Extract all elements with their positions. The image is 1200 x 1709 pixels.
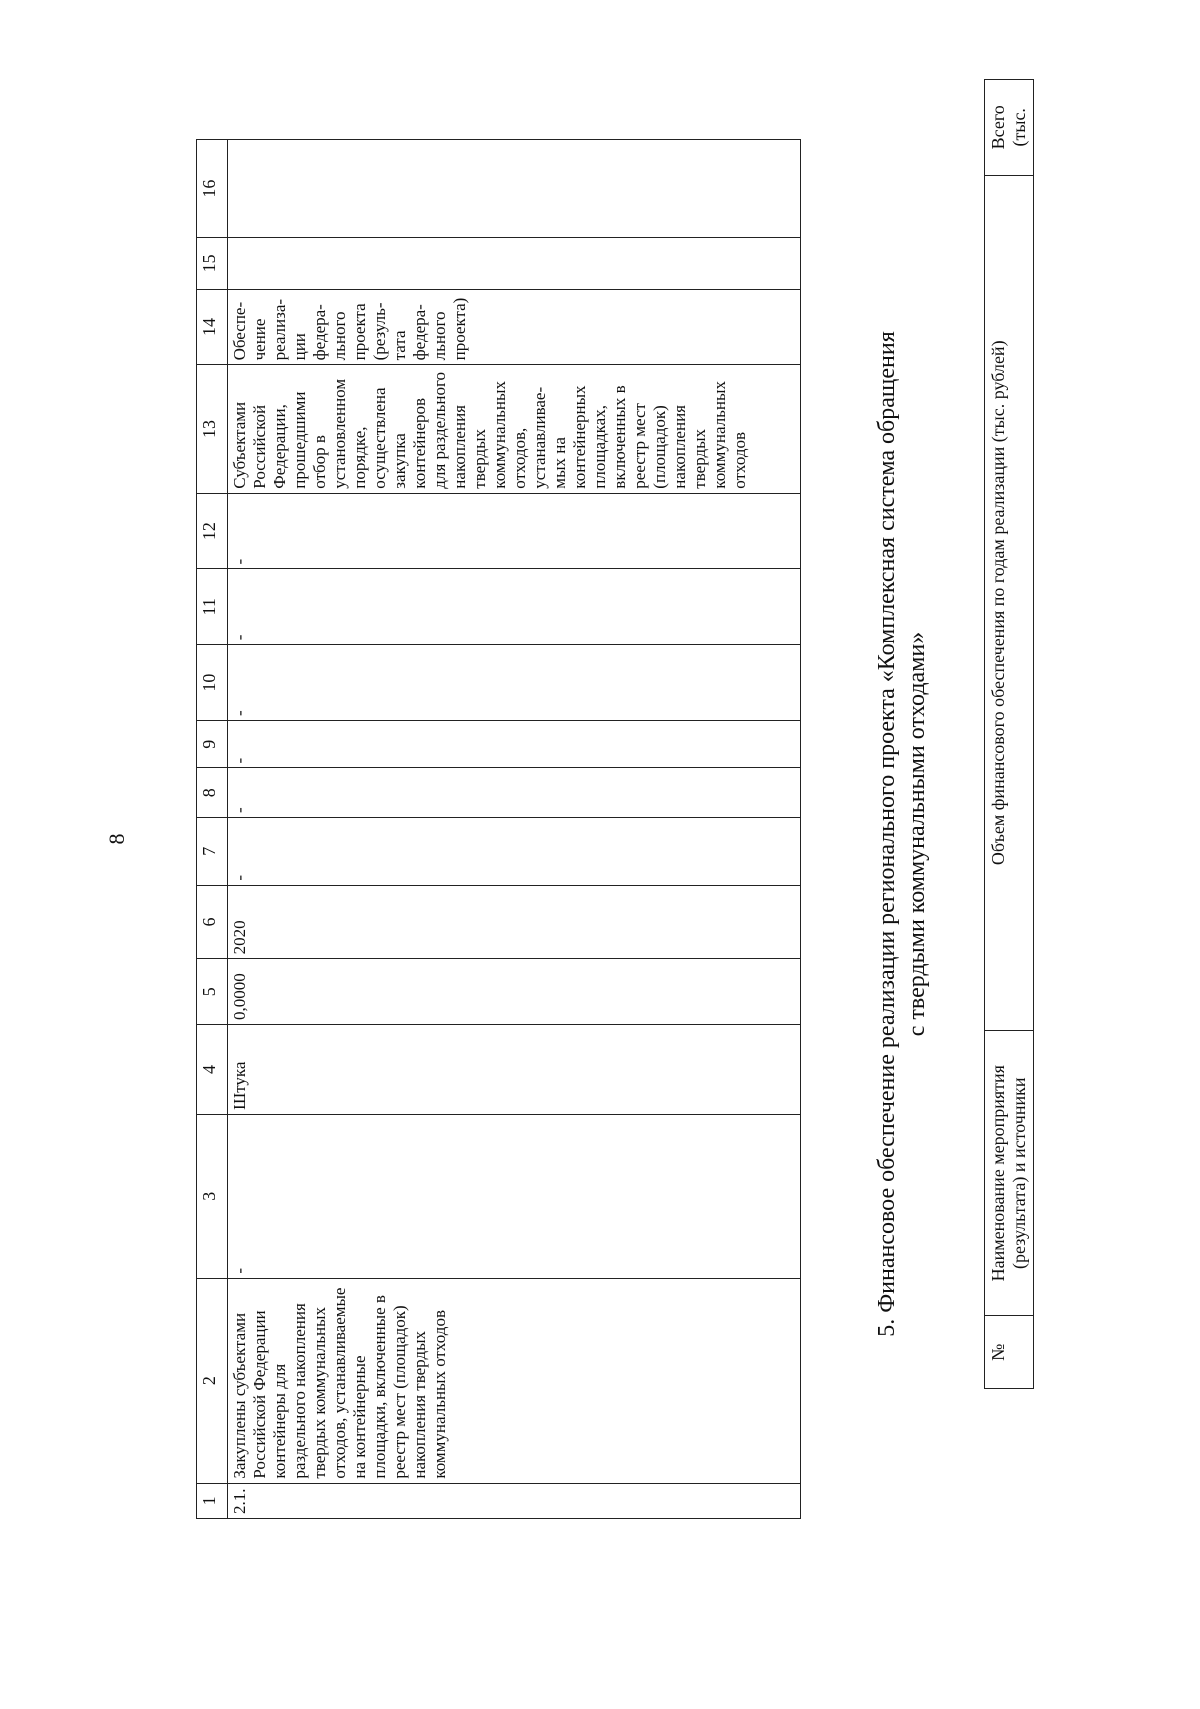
fin-col-total: Всего (тыс. [985, 80, 1034, 176]
table-row [228, 140, 801, 1519]
characteristic-cell: Субъектами Российской Федерации, прошедшими отбор в установленном порядке, осуществлена закупка контейнеров для раздельного накопления твердых коммунальных отходов, устанавливае-мых на контейнерных площадках, включенных в реестр мест (площадок) накопления твердых коммунальных отходов [228, 365, 801, 493]
fin-col-volume: Объем финансового обеспечения по годам реализации (тыс. рублей) [985, 175, 1034, 1030]
result-name: Закуплены субъектами Российской Федерации контейнеры для раздельного накопления твердых коммунальных отходов, устанавливаемые на контейнерные площадки, включенные в реестр мест (площадок) накопления твердых коммунальных отходов [228, 1278, 801, 1483]
cell-c3: - [228, 1114, 801, 1278]
col-header: 10 [197, 645, 228, 721]
col-header: 7 [197, 817, 228, 885]
cell-c16 [228, 140, 801, 238]
page-number: 8 [104, 833, 129, 845]
table-header-row [197, 140, 228, 1519]
col-header: 11 [197, 569, 228, 645]
finance-table [984, 79, 1034, 1389]
year-cell: 2020 [228, 885, 801, 959]
col-header: 15 [197, 238, 228, 290]
cell-c11: - [228, 569, 801, 645]
col-header: 1 [197, 1483, 228, 1518]
section-title-line1: 5. Финансовое обеспечение реализации регионального проекта «Комплексная система обращения [874, 331, 900, 1337]
results-table [196, 139, 801, 1519]
col-header: 16 [197, 140, 228, 238]
col-header: 6 [197, 885, 228, 959]
col-header: 14 [197, 289, 228, 365]
cell-c9: - [228, 720, 801, 767]
col-header: 2 [197, 1278, 228, 1483]
section-title [872, 279, 932, 1389]
fin-col-name: Наименование мероприятия (результата) и источники [985, 1030, 1034, 1316]
col-header: 8 [197, 768, 228, 818]
col-header: 3 [197, 1114, 228, 1278]
finance-header-row [985, 80, 1034, 1389]
cell-c8: - [228, 768, 801, 818]
col-header: 5 [197, 959, 228, 1025]
col-header: 9 [197, 720, 228, 767]
col-header: 13 [197, 365, 228, 493]
cell-c10: - [228, 645, 801, 721]
base-value-cell: 0,0000 [228, 959, 801, 1025]
fin-col-num: № [985, 1316, 1034, 1389]
section-title-line2: с твердыми коммунальными отходами» [904, 631, 930, 1037]
cell-c12: - [228, 493, 801, 569]
unit-cell: Штука [228, 1025, 801, 1115]
type-cell: Обеспе-чение реализа-ции федера-льного проекта (резуль-тата федера-льного проекта) [228, 289, 801, 365]
cell-c7: - [228, 817, 801, 885]
cell-c15 [228, 238, 801, 290]
col-header: 12 [197, 493, 228, 569]
row-number: 2.1. [228, 1483, 801, 1518]
col-header: 4 [197, 1025, 228, 1115]
